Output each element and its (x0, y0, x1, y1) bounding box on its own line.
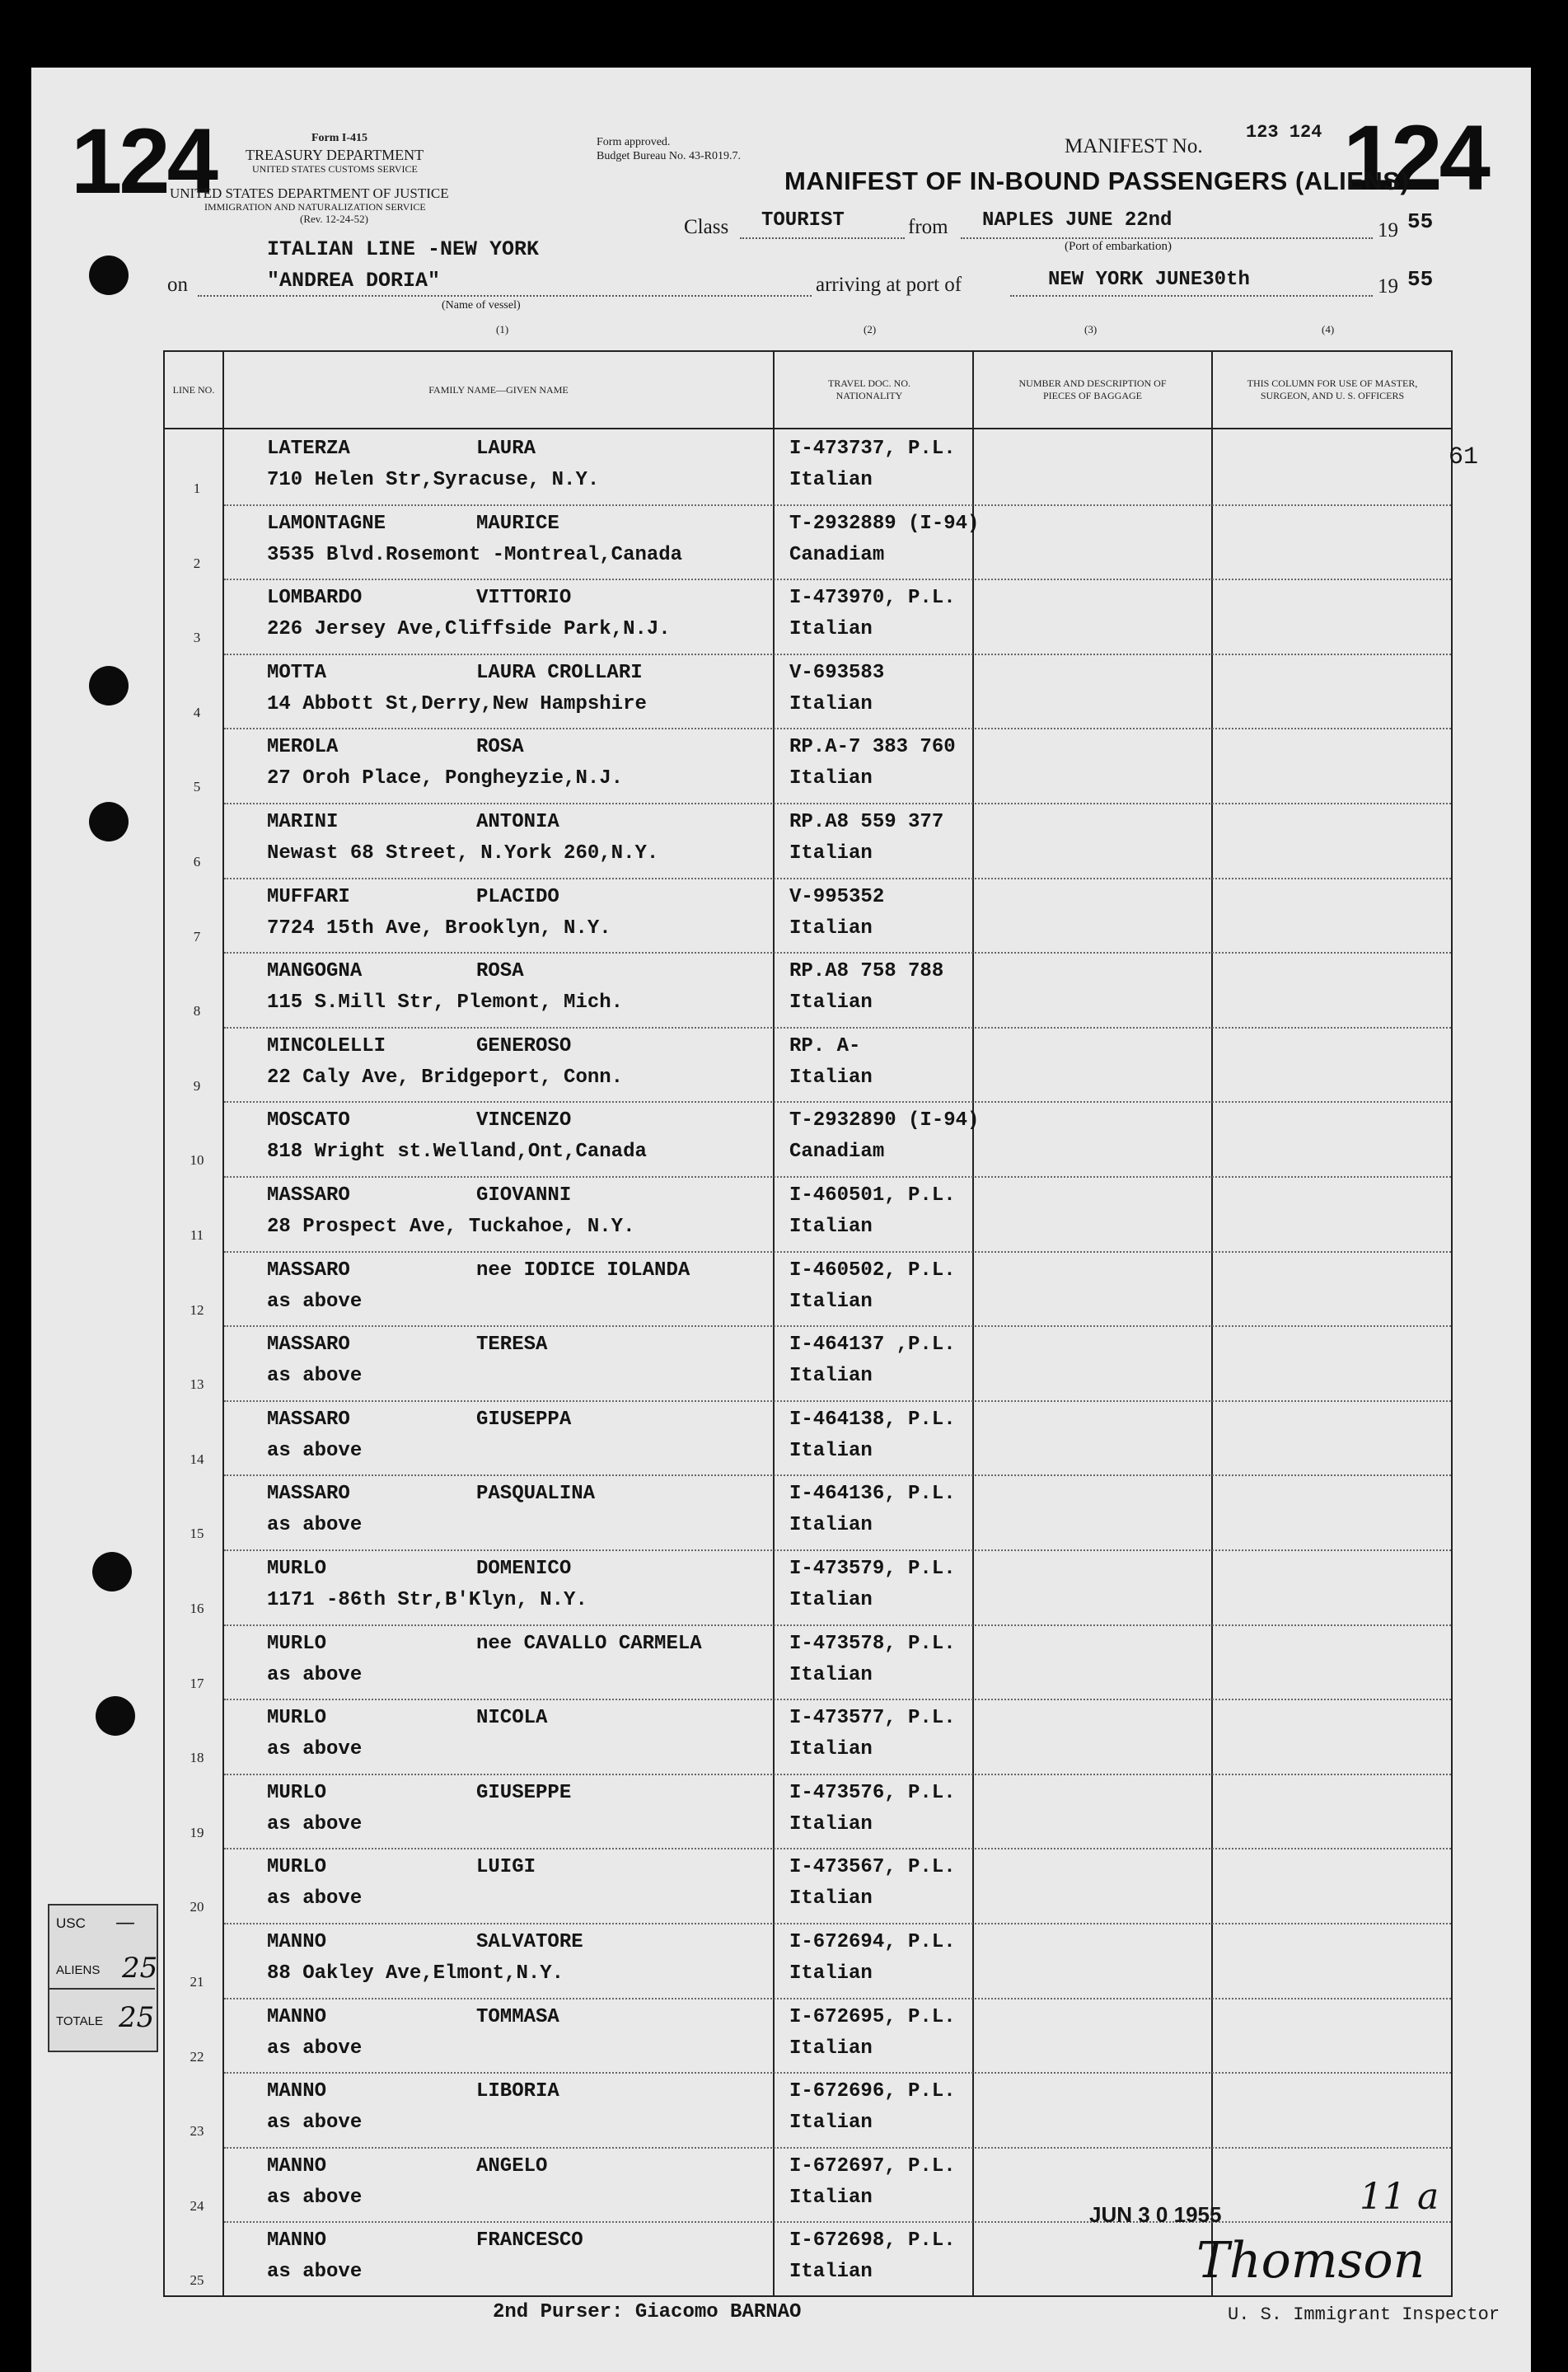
family-name: MASSARO (267, 1334, 350, 1357)
address: as above (267, 2037, 363, 2060)
travel-doc-no: RP.A8 559 377 (789, 811, 944, 833)
aliens-label: ALIENS (56, 1963, 101, 1977)
given-name: PASQUALINA (476, 1483, 596, 1506)
family-name: MOTTA (267, 661, 327, 684)
manifest-no-value: 123 124 (1246, 122, 1322, 143)
line-number: 25 (190, 2272, 204, 2289)
travel-doc-no: I-672697, P.L. (789, 2154, 956, 2177)
travel-doc-no: I-473579, P.L. (789, 1558, 956, 1580)
row-divider (224, 654, 1451, 655)
punch-hole (89, 666, 129, 706)
given-name: ROSA (476, 736, 524, 759)
family-name: MEROLA (267, 736, 339, 759)
col-divider (972, 352, 974, 2295)
family-name: MOSCATO (267, 1109, 350, 1132)
given-name: VITTORIO (476, 587, 572, 610)
nationality: Italian (789, 1514, 873, 1537)
inspector-signature: Thomson (1196, 2232, 1425, 2290)
family-name: MURLO (267, 1856, 327, 1879)
row-divider (224, 952, 1451, 954)
column-number-1: (1) (496, 323, 509, 335)
manifest-no-label: MANIFEST No. (1065, 135, 1203, 157)
year2-prefix: 19 (1378, 275, 1398, 298)
travel-doc-no: I-473567, P.L. (789, 1856, 956, 1879)
address: Newast 68 Street, N.York 260,N.Y. (267, 842, 659, 865)
line-number: 9 (193, 1077, 201, 1094)
address: as above (267, 2112, 363, 2135)
header-divider (165, 428, 1451, 429)
nationality: Canadiam (789, 543, 885, 566)
family-name: MANNO (267, 1931, 327, 1953)
nationality: Italian (789, 991, 873, 1015)
row-divider (224, 878, 1451, 879)
arriving-label: arriving at port of (816, 274, 962, 296)
travel-doc-no: T-2932890 (I-94) (789, 1109, 980, 1132)
port-embark-caption: (Port of embarkation) (1065, 240, 1172, 253)
line-number: 11 (190, 1227, 204, 1243)
nationality: Italian (789, 842, 873, 865)
given-name: ANTONIA (476, 811, 559, 833)
given-name: VINCENZO (476, 1109, 572, 1132)
treasury-dept: TREASURY DEPARTMENT (246, 147, 424, 163)
from-label: from (908, 216, 948, 238)
vessel-underline (198, 295, 812, 297)
punch-hole (96, 1696, 135, 1736)
class-label: Class (684, 216, 729, 238)
family-name: MASSARO (267, 1184, 350, 1207)
family-name: MANNO (267, 2229, 327, 2252)
nationality: Italian (789, 618, 873, 641)
row-divider (224, 1325, 1451, 1327)
line-number: 21 (190, 1974, 204, 1990)
row-divider (224, 1998, 1451, 1999)
customs-service: UNITED STATES CUSTOMS SERVICE (252, 163, 418, 175)
row-divider (224, 1251, 1451, 1253)
address: as above (267, 1738, 363, 1761)
row-divider (224, 2072, 1451, 2074)
family-name: MANGOGNA (267, 960, 363, 983)
usc-label: USC (56, 1915, 86, 1931)
address: as above (267, 1663, 363, 1686)
from-underline (961, 237, 1373, 239)
nationality: Italian (789, 1812, 873, 1835)
family-name: MANNO (267, 2080, 327, 2103)
col-divider (1211, 352, 1213, 2295)
column-number-2: (2) (864, 323, 877, 335)
travel-doc-no: RP. A- (789, 1034, 861, 1057)
given-name: LAURA (476, 438, 536, 460)
row-divider (224, 579, 1451, 580)
budget-bureau: Budget Bureau No. 43-R019.7. (597, 150, 741, 162)
given-name: nee IODICE IOLANDA (476, 1259, 690, 1282)
line-number: 7 (193, 928, 201, 945)
line-number: 3 (193, 630, 201, 646)
address: as above (267, 1290, 363, 1313)
given-name: PLACIDO (476, 885, 559, 908)
purser-name: 2nd Purser: Giacomo BARNAO (493, 2301, 802, 2323)
page-number-right: 124 (1343, 106, 1487, 209)
travel-doc-no: V-693583 (789, 661, 885, 684)
punch-hole (92, 1552, 132, 1591)
given-name: TOMMASA (476, 2005, 559, 2028)
line-number: 16 (190, 1601, 204, 1616)
address: as above (267, 1439, 363, 1462)
inspector-initials: 11 a (1360, 2176, 1439, 2218)
travel-doc-no: I-464137 ,P.L. (789, 1334, 956, 1357)
line-number: 5 (193, 779, 201, 795)
year2-value: 55 (1407, 267, 1434, 292)
header-officers: THIS COLUMN FOR USE OF MASTER, SURGEON, AND U. S. OFFICERS (1247, 377, 1418, 401)
row-divider (224, 1699, 1451, 1700)
row-divider (224, 1774, 1451, 1775)
family-name: LAMONTAGNE (267, 512, 386, 535)
family-name: MASSARO (267, 1483, 350, 1506)
travel-doc-no: RP.A-7 383 760 (789, 736, 956, 759)
nationality: Italian (789, 1887, 873, 1910)
given-name: LIBORIA (476, 2080, 559, 2103)
nationality: Italian (789, 1439, 873, 1462)
line-number: 24 (190, 2197, 204, 2214)
travel-doc-no: I-473578, P.L. (789, 1632, 956, 1655)
given-name: GIUSEPPE (476, 1781, 572, 1804)
column-number-4: (4) (1322, 323, 1335, 335)
nationality: Italian (789, 469, 873, 491)
punch-hole (89, 255, 129, 295)
address: as above (267, 2186, 363, 2209)
given-name: GENEROSO (476, 1034, 572, 1057)
column-number-3: (3) (1084, 323, 1098, 335)
line-number: 20 (190, 1899, 204, 1915)
nationality: Italian (789, 1589, 873, 1611)
travel-doc-no: RP.A8 758 788 (789, 960, 944, 983)
address: 88 Oakley Ave,Elmont,N.Y. (267, 1962, 564, 1985)
nationality: Italian (789, 1066, 873, 1089)
address: as above (267, 2261, 363, 2284)
travel-doc-no: V-995352 (789, 885, 885, 908)
row-divider (224, 1101, 1451, 1103)
class-underline (740, 237, 905, 239)
revision-date: (Rev. 12-24-52) (300, 213, 368, 225)
travel-doc-no: I-464136, P.L. (789, 1483, 956, 1506)
address: 1171 -86th Str,B'Klyn, N.Y. (267, 1589, 587, 1611)
line-number: 8 (193, 1003, 201, 1020)
given-name: MAURICE (476, 512, 559, 535)
totale-label: TOTALE (56, 2014, 103, 2028)
nationality: Italian (789, 692, 873, 715)
on-label: on (167, 274, 188, 296)
header-line-no: LINE NO. (172, 383, 215, 396)
vessel-name: "ANDREA DORIA" (267, 269, 441, 293)
family-name: MARINI (267, 811, 339, 833)
family-name: MASSARO (267, 1259, 350, 1282)
tally-stamp (48, 1904, 158, 2052)
travel-doc-no: I-460502, P.L. (789, 1259, 956, 1282)
class-value: TOURIST (761, 209, 845, 232)
row-divider (224, 803, 1451, 804)
embark-port-value: NAPLES JUNE 22nd (982, 209, 1172, 232)
travel-doc-no: I-464138, P.L. (789, 1408, 956, 1431)
row-divider (224, 1624, 1451, 1626)
nationality: Italian (789, 1290, 873, 1313)
year-value: 55 (1407, 209, 1434, 234)
col-divider (773, 352, 775, 2295)
nationality: Italian (789, 916, 873, 940)
manifest-title: MANIFEST OF IN-BOUND PASSENGERS (ALIENS) (784, 166, 1410, 195)
header-travel-doc: TRAVEL DOC. NO. NATIONALITY (827, 377, 910, 401)
family-name: MURLO (267, 1558, 327, 1580)
family-name: MURLO (267, 1707, 327, 1730)
address: 818 Wright st.Welland,Ont,Canada (267, 1141, 647, 1164)
family-name: LATERZA (267, 438, 350, 460)
given-name: ANGELO (476, 2154, 548, 2177)
passenger-table (163, 350, 1453, 2297)
address: as above (267, 1812, 363, 1835)
family-name: MASSARO (267, 1408, 350, 1431)
arrival-underline (1010, 295, 1373, 297)
address: 226 Jersey Ave,Cliffside Park,N.J. (267, 618, 671, 641)
address: 115 S.Mill Str, Plemont, Mich. (267, 991, 624, 1015)
nationality: Italian (789, 2261, 873, 2284)
line-number: 15 (190, 1526, 204, 1542)
family-name: MURLO (267, 1632, 327, 1655)
nationality: Italian (789, 1216, 873, 1238)
totale-value: 25 (119, 2001, 155, 2034)
nationality: Italian (789, 1365, 873, 1388)
ins-service: IMMIGRATION AND NATURALIZATION SERVICE (204, 201, 426, 213)
family-name: LOMBARDO (267, 587, 363, 610)
given-name: LAURA CROLLARI (476, 661, 643, 684)
line-number: 13 (190, 1376, 204, 1393)
address: 27 Oroh Place, Pongheyzie,N.J. (267, 767, 624, 790)
given-name: GIOVANNI (476, 1184, 572, 1207)
given-name: DOMENICO (476, 1558, 572, 1580)
vessel-caption: (Name of vessel) (442, 299, 521, 312)
line-number: 4 (193, 704, 201, 720)
travel-doc-no: I-460501, P.L. (789, 1184, 956, 1207)
nationality: Italian (789, 767, 873, 790)
travel-doc-no: I-672698, P.L. (789, 2229, 956, 2252)
address: 710 Helen Str,Syracuse, N.Y. (267, 469, 600, 491)
nationality: Italian (789, 1663, 873, 1686)
travel-doc-no: I-672694, P.L. (789, 1931, 956, 1953)
line-number: 18 (190, 1750, 204, 1766)
travel-doc-no: I-473577, P.L. (789, 1707, 956, 1730)
line-number: 17 (190, 1675, 204, 1691)
address: 14 Abbott St,Derry,New Hampshire (267, 692, 647, 715)
aliens-value: 25 (122, 1952, 158, 1985)
address: 7724 15th Ave, Brooklyn, N.Y. (267, 916, 611, 940)
side-note: 61 (1449, 443, 1479, 471)
nationality: Canadiam (789, 1141, 885, 1164)
travel-doc-no: I-473970, P.L. (789, 587, 956, 610)
form-id: Form I-415 (311, 132, 368, 144)
line-number: 19 (190, 1824, 204, 1840)
inspector-title: U. S. Immigrant Inspector (1228, 2304, 1500, 2325)
header-name: FAMILY NAME—GIVEN NAME (428, 383, 569, 396)
row-divider (224, 1549, 1451, 1551)
travel-doc-no: I-672696, P.L. (789, 2080, 956, 2103)
line-number: 10 (190, 1152, 204, 1169)
row-divider (224, 1176, 1451, 1178)
family-name: MANNO (267, 2154, 327, 2177)
arrival-port-value: NEW YORK JUNE30th (1048, 269, 1250, 291)
given-name: NICOLA (476, 1707, 548, 1730)
family-name: MUFFARI (267, 885, 350, 908)
row-divider (224, 1474, 1451, 1476)
given-name: FRANCESCO (476, 2229, 583, 2252)
row-divider (224, 2221, 1451, 2223)
given-name: SALVATORE (476, 1931, 583, 1953)
row-divider (224, 1848, 1451, 1849)
given-name: ROSA (476, 960, 524, 983)
address: as above (267, 1887, 363, 1910)
address: 28 Prospect Ave, Tuckahoe, N.Y. (267, 1216, 635, 1238)
family-name: MANNO (267, 2005, 327, 2028)
given-name: LUIGI (476, 1856, 536, 1879)
punch-hole (89, 802, 129, 841)
row-divider (224, 504, 1451, 506)
shipping-line: ITALIAN LINE -NEW YORK (267, 237, 540, 261)
address: as above (267, 1365, 363, 1388)
line-number: 1 (193, 480, 201, 496)
line-number: 22 (190, 2048, 204, 2065)
travel-doc-no: I-672695, P.L. (789, 2005, 956, 2028)
given-name: GIUSEPPA (476, 1408, 572, 1431)
page-number-left: 124 (71, 110, 215, 213)
line-number: 6 (193, 854, 201, 870)
travel-doc-no: I-473576, P.L. (789, 1781, 956, 1804)
row-divider (224, 1027, 1451, 1029)
given-name: TERESA (476, 1334, 548, 1357)
row-divider (224, 1923, 1451, 1924)
family-name: MURLO (267, 1781, 327, 1804)
nationality: Italian (789, 1962, 873, 1985)
usc-value: — (115, 1910, 135, 1934)
justice-dept: UNITED STATES DEPARTMENT OF JUSTICE (170, 185, 449, 201)
line-number: 2 (193, 555, 201, 571)
line-number: 14 (190, 1451, 204, 1467)
row-divider (224, 1400, 1451, 1402)
given-name: nee CAVALLO CARMELA (476, 1632, 702, 1655)
family-name: MINCOLELLI (267, 1034, 386, 1057)
header-baggage: NUMBER AND DESCRIPTION OF PIECES OF BAGGAGE (1018, 377, 1167, 401)
row-divider (224, 728, 1451, 729)
line-number: 12 (190, 1301, 204, 1318)
line-number: 23 (190, 2123, 204, 2140)
address: 22 Caly Ave, Bridgeport, Conn. (267, 1066, 624, 1089)
form-approved: Form approved. (597, 136, 671, 148)
nationality: Italian (789, 2186, 873, 2209)
year-prefix: 19 (1378, 219, 1398, 241)
nationality: Italian (789, 1738, 873, 1761)
nationality: Italian (789, 2037, 873, 2060)
address: as above (267, 1514, 363, 1537)
col-divider (222, 352, 224, 2295)
nationality: Italian (789, 2112, 873, 2135)
travel-doc-no: I-473737, P.L. (789, 438, 956, 460)
travel-doc-no: T-2932889 (I-94) (789, 512, 980, 535)
address: 3535 Blvd.Rosemont -Montreal,Canada (267, 543, 683, 566)
row-divider (224, 2147, 1451, 2149)
date-stamp: JUN 3 0 1955 (1089, 2202, 1222, 2227)
